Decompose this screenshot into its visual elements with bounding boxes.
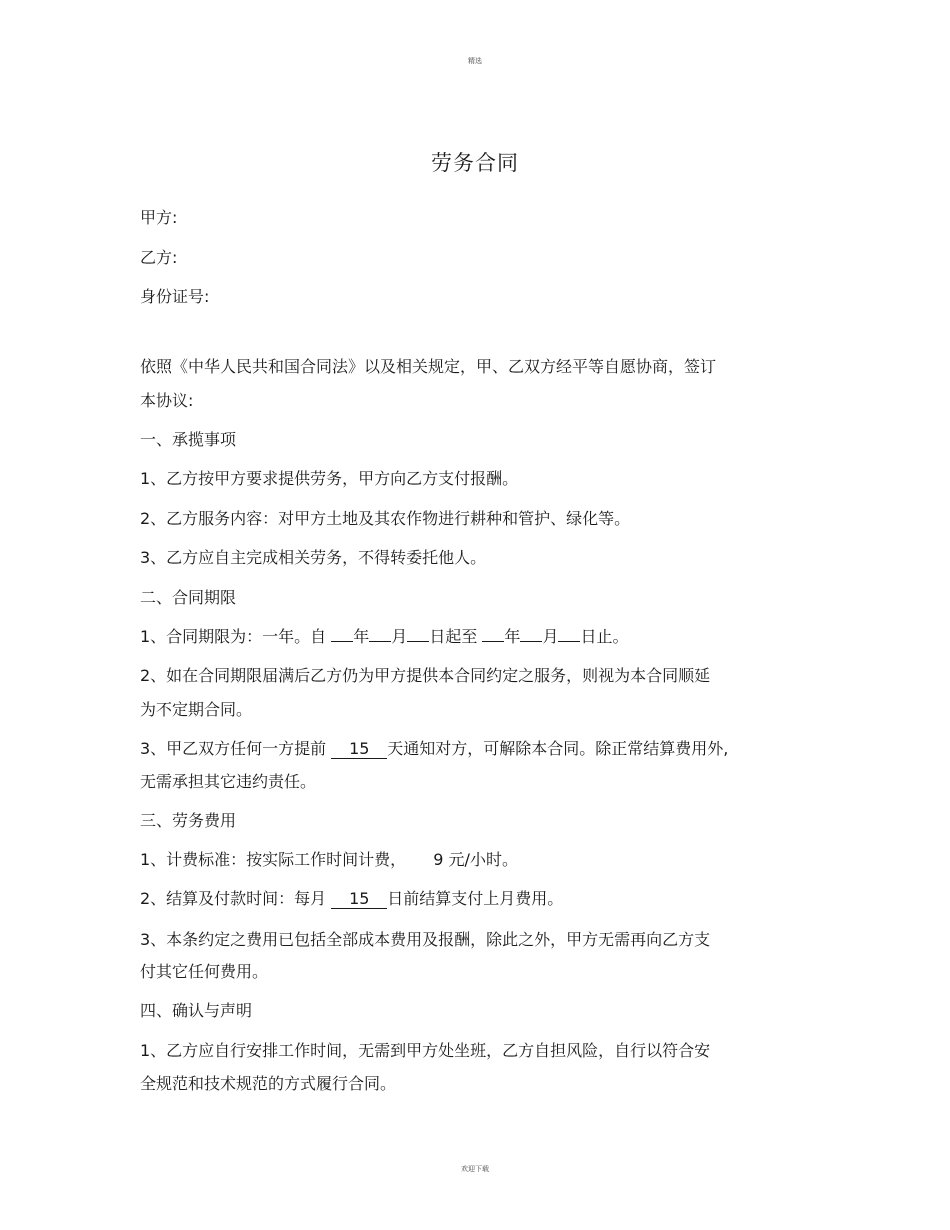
section-3-item-1 [140, 849, 518, 871]
notice-prefix: 3、甲乙双方任何一方提前 [140, 739, 327, 758]
section-2-item-2-line-2: 为不定期合同。 [140, 700, 253, 719]
section-3-item-3-line-1: 3、本条约定之费用已包括全部成本费用及报酬，除此之外，甲方无需再向乙方支 [140, 930, 711, 949]
section-4-item-1-line-2: 全规范和技术规范的方式履行合同。 [140, 1074, 397, 1093]
section-2-heading: 二、合同期限 [140, 588, 237, 607]
notice-days-value: 15 [331, 740, 387, 759]
section-4-item-1-line-1: 1、乙方应自行安排工作时间，无需到甲方处坐班，乙方自担风险，自行以符合安 [140, 1041, 711, 1060]
party-a-label: 甲方: [140, 208, 178, 227]
start-year-label: 年 [353, 627, 370, 646]
end-month-blank [520, 641, 542, 642]
section-2-item-3-line-2: 无需承担其它违约责任。 [140, 772, 317, 791]
rate-prefix: 1、计费标准：按实际工作时间计费， [140, 850, 407, 869]
document-title: 劳务合同 [431, 151, 519, 175]
section-4-heading: 四、确认与声明 [140, 1001, 253, 1020]
start-month-blank [369, 641, 391, 642]
end-year-label: 年 [504, 627, 521, 646]
settlement-day-value: 15 [331, 890, 387, 909]
id-number-label: 身份证号: [140, 287, 210, 306]
section-3-heading: 三、劳务费用 [140, 811, 237, 830]
footer-watermark: 欢迎下载 [461, 1165, 489, 1173]
section-2-item-3 [140, 738, 728, 760]
end-day-label: 日止。 [580, 627, 629, 646]
header-watermark: 精选 [468, 57, 482, 65]
section-2-item-1 [140, 626, 628, 648]
section-1-heading: 一、承揽事项 [140, 430, 237, 449]
section-3-item-3-line-2: 付其它任何费用。 [140, 962, 269, 981]
start-year-blank [331, 641, 353, 642]
section-3-item-2 [140, 888, 563, 910]
hourly-rate-value: 9 元/小时。 [433, 850, 518, 869]
start-day-label: 日起至 [429, 627, 478, 646]
preamble-line-2: 本协议: [140, 391, 194, 410]
section-1-item-1: 1、乙方按甲方要求提供劳务，甲方向乙方支付报酬。 [140, 469, 519, 488]
settlement-suffix: 日前结算支付上月费用。 [387, 889, 564, 908]
end-year-blank [482, 641, 504, 642]
notice-suffix: 天通知对方，可解除本合同。除正常结算费用外, [387, 739, 729, 758]
settlement-prefix: 2、结算及付款时间：每月 [140, 889, 327, 908]
preamble-line-1: 依照《中华人民共和国合同法》以及相关规定，甲、乙双方经平等自愿协商，签订 [140, 357, 717, 376]
party-b-label: 乙方: [140, 248, 178, 267]
section-2-item-2-line-1: 2、如在合同期限届满后乙方仍为甲方提供本合同约定之服务，则视为本合同顺延 [140, 666, 711, 685]
end-month-label: 月 [542, 627, 559, 646]
section-1-item-3: 3、乙方应自主完成相关劳务，不得转委托他人。 [140, 548, 487, 567]
section-1-item-2: 2、乙方服务内容：对甲方土地及其农作物进行耕种和管护、绿化等。 [140, 509, 631, 528]
end-day-blank [558, 641, 580, 642]
start-month-label: 月 [391, 627, 408, 646]
start-day-blank [407, 641, 429, 642]
term-prefix: 1、合同期限为：一年。自 [140, 627, 327, 646]
